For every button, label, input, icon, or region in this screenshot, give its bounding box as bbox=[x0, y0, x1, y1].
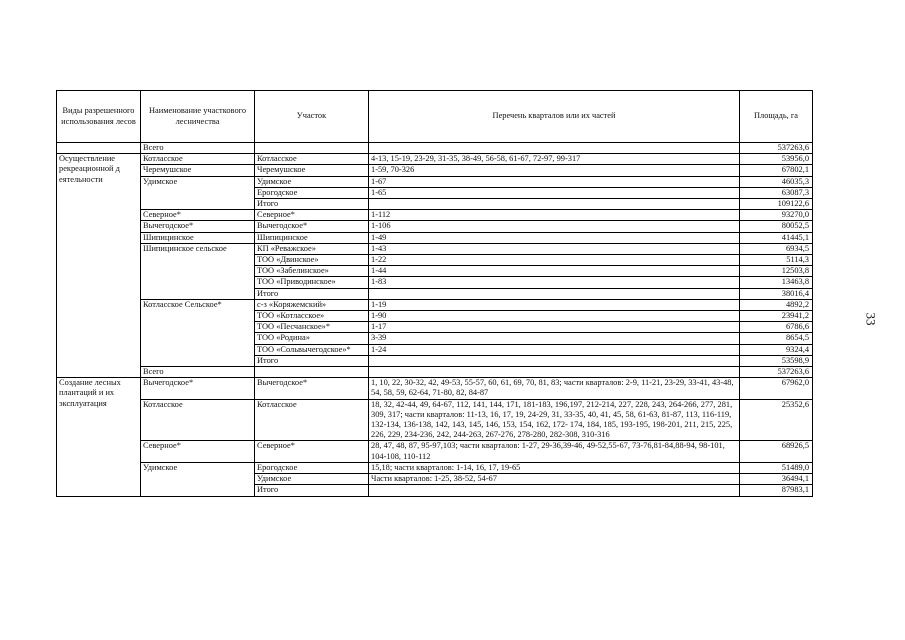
cell-area: 36494,1 bbox=[740, 474, 813, 485]
cell-quarters: 1-90 bbox=[369, 311, 740, 322]
cell-plot: Удимское bbox=[255, 474, 369, 485]
cell-area: 53956,0 bbox=[740, 154, 813, 165]
table-row bbox=[57, 299, 813, 310]
cell-plot: Удимское bbox=[255, 176, 369, 187]
cell-plot: КП «Реважское» bbox=[255, 243, 369, 254]
cell-quarters bbox=[369, 367, 740, 378]
cell-area: 38016,4 bbox=[740, 288, 813, 299]
cell-quarters: 1-83 bbox=[369, 277, 740, 288]
cell-plot: ТОО «Котласское» bbox=[255, 311, 369, 322]
cell-forestry: Всего bbox=[141, 143, 255, 154]
cell-area: 67962,0 bbox=[740, 378, 813, 399]
cell-plot: Северное* bbox=[255, 210, 369, 221]
table-row bbox=[57, 176, 813, 187]
cell-quarters: 1-17 bbox=[369, 322, 740, 333]
cell-area: 8654,5 bbox=[740, 333, 813, 344]
cell-area: 537263,6 bbox=[740, 143, 813, 154]
cell-forestry: Вычегодское* bbox=[141, 221, 255, 232]
cell-area: 93270,0 bbox=[740, 210, 813, 221]
cell-quarters bbox=[369, 288, 740, 299]
cell-quarters: 1-19 bbox=[369, 299, 740, 310]
cell-area: 537263,6 bbox=[740, 367, 813, 378]
table-row bbox=[57, 143, 813, 154]
cell-plot: Итого bbox=[255, 199, 369, 210]
cell-quarters: Части кварталов: 1-25, 38-52, 54-67 bbox=[369, 474, 740, 485]
cell-area: 46035,3 bbox=[740, 176, 813, 187]
cell-quarters: 18, 32, 42-44, 49, 64-67, 112, 141, 144, 171, 181-183, 196,197, 212-214, 227, 228, 243, 264-266, 277, 281, 309, 317; части кварталов: 11-13, 16, 17, 19, 24-29, 31, 33-35, 40, 41, 45, 58, 61-63, 81-87, 113, 116-119, 132-134, 136-138, 142, 143, 145, 146, 153, 154, 162, 172- 174, 184, 185, 193-195, 198-201, 211, 215, 225, 226, 229, 234-236, 242, 244-263, 267-276, 278-280, 282-308, 310-316 bbox=[369, 399, 740, 441]
table-row bbox=[57, 378, 813, 399]
cell-quarters bbox=[369, 199, 740, 210]
page-number: 33 bbox=[863, 312, 879, 326]
cell-quarters: 28, 47, 48, 87, 95-97,103; части кварталов: 1-27, 29-36,39-46, 49-52,55-67, 73-76,81-84,88-94, 98-101, 104-108, 110-112 bbox=[369, 441, 740, 462]
cell-quarters: 1-49 bbox=[369, 232, 740, 243]
cell-forestry: Всего bbox=[141, 367, 255, 378]
cell-forestry: Северное* bbox=[141, 210, 255, 221]
table-row bbox=[57, 210, 813, 221]
cell-area: 41445,1 bbox=[740, 232, 813, 243]
forest-use-table bbox=[56, 90, 813, 497]
cell-plot: Ерогодское bbox=[255, 187, 369, 198]
table-row bbox=[57, 462, 813, 473]
cell-area: 4892,2 bbox=[740, 299, 813, 310]
cell-area: 68926,5 bbox=[740, 441, 813, 462]
cell-quarters: 1-22 bbox=[369, 255, 740, 266]
table-row bbox=[57, 441, 813, 462]
table-row bbox=[57, 221, 813, 232]
header-forestry-name: Наименование участкового лесничества bbox=[141, 91, 255, 143]
cell-plot: ТОО «Двинское» bbox=[255, 255, 369, 266]
cell-plot: Итого bbox=[255, 288, 369, 299]
cell-quarters bbox=[369, 355, 740, 366]
cell-plot: ТОО «Родина» bbox=[255, 333, 369, 344]
header-area: Площадь, га bbox=[740, 91, 813, 143]
cell-plot: Ерогодское bbox=[255, 462, 369, 473]
cell-forestry: Котласское Сельское* bbox=[141, 299, 255, 366]
cell-forestry: Шипицинское сельское bbox=[141, 243, 255, 299]
cell-quarters: 4-13, 15-19, 23-29, 31-35, 38-49, 56-58, 61-67, 72-97, 99-317 bbox=[369, 154, 740, 165]
cell-area: 53598,9 bbox=[740, 355, 813, 366]
cell-quarters: 1-24 bbox=[369, 344, 740, 355]
cell-quarters: 1-67 bbox=[369, 176, 740, 187]
header-plot: Участок bbox=[255, 91, 369, 143]
cell-area: 9324,4 bbox=[740, 344, 813, 355]
table-header-row bbox=[57, 91, 813, 143]
cell-forestry: Шипицинское bbox=[141, 232, 255, 243]
cell-plot: Черемушское bbox=[255, 165, 369, 176]
cell-forestry: Удимское bbox=[141, 176, 255, 210]
cell-plot: Шипицинское bbox=[255, 232, 369, 243]
cell-plot: ТОО «Приводинское» bbox=[255, 277, 369, 288]
table-row bbox=[57, 165, 813, 176]
cell-plot: Котласское bbox=[255, 154, 369, 165]
cell-plot: Северное* bbox=[255, 441, 369, 462]
cell-area: 80052,5 bbox=[740, 221, 813, 232]
table-row bbox=[57, 367, 813, 378]
cell-area: 67802,1 bbox=[740, 165, 813, 176]
cell-plot: ТОО «Песчанское»* bbox=[255, 322, 369, 333]
cell-forestry: Черемушское bbox=[141, 165, 255, 176]
table-row bbox=[57, 154, 813, 165]
cell-area: 23941,2 bbox=[740, 311, 813, 322]
cell-plot: Котласское bbox=[255, 399, 369, 441]
cell-area: 25352,6 bbox=[740, 399, 813, 441]
table-row bbox=[57, 243, 813, 254]
cell-plot: Итого bbox=[255, 355, 369, 366]
cell-plot: с-з «Коряжемский» bbox=[255, 299, 369, 310]
cell-area: 109122,6 bbox=[740, 199, 813, 210]
cell-quarters bbox=[369, 143, 740, 154]
cell-quarters: 3-39 bbox=[369, 333, 740, 344]
cell-forestry: Удимское bbox=[141, 462, 255, 496]
cell-quarters: 1-65 bbox=[369, 187, 740, 198]
cell-quarters: 1-44 bbox=[369, 266, 740, 277]
cell-area: 5114,3 bbox=[740, 255, 813, 266]
cell-use-type: Осуществление рекреационной д еятельности bbox=[57, 154, 141, 378]
table-row bbox=[57, 232, 813, 243]
cell-area: 6934,5 bbox=[740, 243, 813, 254]
cell-use-type: Создание лесных плантаций и их эксплуатация bbox=[57, 378, 141, 496]
cell-forestry: Северное* bbox=[141, 441, 255, 462]
table-row bbox=[57, 399, 813, 441]
header-use-types: Виды разрешенного использования лесов bbox=[57, 91, 141, 143]
cell-forestry: Котласское bbox=[141, 154, 255, 165]
cell-quarters: 1, 10, 22, 30-32, 42, 49-53, 55-57, 60, 61, 69, 70, 81, 83; части кварталов: 2-9, 11-21, 23-29, 33-41, 43-48, 54, 58, 59, 62-64, 71-80, 82, 84-87 bbox=[369, 378, 740, 399]
cell-quarters: 15,18; части кварталов: 1-14, 16, 17, 19-65 bbox=[369, 462, 740, 473]
cell-area: 51489,0 bbox=[740, 462, 813, 473]
cell-area: 13463,8 bbox=[740, 277, 813, 288]
cell-plot bbox=[255, 367, 369, 378]
cell-area: 6786,6 bbox=[740, 322, 813, 333]
cell-quarters: 1-59, 70-326 bbox=[369, 165, 740, 176]
cell-plot bbox=[255, 143, 369, 154]
cell-plot: Вычегодское* bbox=[255, 221, 369, 232]
cell-plot: Итого bbox=[255, 485, 369, 496]
cell-quarters: 1-106 bbox=[369, 221, 740, 232]
cell-quarters bbox=[369, 485, 740, 496]
cell-plot: ТОО «Сольвычегодское»* bbox=[255, 344, 369, 355]
cell-use-type bbox=[57, 143, 141, 154]
header-quarters-list: Перечень кварталов или их частей bbox=[369, 91, 740, 143]
cell-quarters: 1-43 bbox=[369, 243, 740, 254]
cell-area: 12503,8 bbox=[740, 266, 813, 277]
cell-area: 63087,3 bbox=[740, 187, 813, 198]
cell-area: 87983,1 bbox=[740, 485, 813, 496]
cell-forestry: Вычегодское* bbox=[141, 378, 255, 399]
cell-forestry: Котласское bbox=[141, 399, 255, 441]
cell-quarters: 1-112 bbox=[369, 210, 740, 221]
cell-plot: ТОО «Забелинское» bbox=[255, 266, 369, 277]
cell-plot: Вычегодское* bbox=[255, 378, 369, 399]
